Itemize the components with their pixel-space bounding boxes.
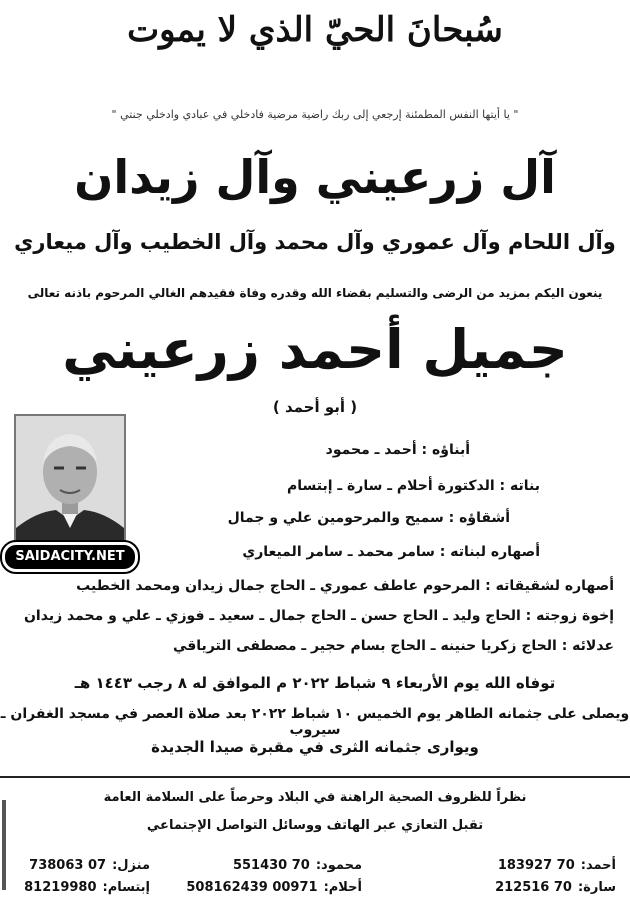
contact-ahlam [186, 880, 362, 895]
quran-verse: " يا أيتها النفس المطمئنة إرجعي إلى ربك راضية مرضية فادخلي في عبادي وادخلي جنتي " [111, 108, 519, 121]
announcement-text: ينعون اليكم بمزيد من الرضى والتسليم بقضاء الله وقدره وفاة فقيدهم الغالي المرحوم باذنه تعالى [27, 286, 603, 300]
burial-place: ويوارى جثمانه الثرى في مقبرة صيدا الجديدة [151, 738, 479, 756]
page-edge-mark [2, 800, 6, 890]
portrait-illustration [16, 416, 124, 546]
families-sub: وآل اللحام وآل عموري وآل محمد وآل الخطيب وآل ميعاري [14, 230, 616, 254]
notice-line-2: تقبل التعازي عبر الهاتف ووسائل التواصل الإجتماعي [146, 818, 484, 833]
families-main: آل زرعيني وآل زيدان [74, 150, 556, 204]
relatives-siblings: أشقاؤه : سميح والمرحومين علي و جمال [227, 510, 510, 526]
watermark-badge: SAIDACITY.NET [2, 542, 138, 572]
deceased-photo [14, 414, 126, 548]
contact-label: أحلام: [323, 880, 362, 895]
deceased-name: جميل أحمد زرعيني [62, 318, 568, 381]
contact-sara [495, 880, 616, 895]
contact-ahmad [498, 858, 616, 873]
death-date: توفاه الله يوم الأربعاء ٩ شباط ٢٠٢٢ م الموافق له ٨ رجب ١٤٤٣ هـ [74, 674, 556, 692]
contact-number: 07 738063 [29, 858, 107, 873]
notice-line-1: نظراً للظروف الصحية الراهنة في البلاد وحرصاً على السلامة العامة [103, 790, 527, 805]
relatives-sisters-husbands: أصهاره لشقيقاته : المرحوم عاطف عموري ـ الحاج جمال زيدان ومحمد الخطيب [76, 578, 614, 594]
relatives-sons: أبناؤه : أحمد ـ محمود [325, 442, 470, 458]
contact-mahmoud [233, 858, 362, 873]
contact-number: 70 183927 [497, 858, 575, 873]
contact-number: 70 551430 [232, 858, 310, 873]
relatives-sons-in-law: أصهاره لبناته : سامر محمد ـ سامر الميعاري [242, 544, 540, 560]
contact-label: إبتسام: [102, 880, 150, 895]
contact-number: 70 212516 [495, 880, 572, 895]
contact-label: أحمد: [580, 858, 616, 873]
relatives-wife-brothers: إخوة زوجته : الحاج وليد ـ الحاج حسن ـ الحاج جمال ـ سعيد ـ فوزي ـ علي و محمد زيدان [23, 608, 614, 624]
contact-number: 81219980 [24, 880, 97, 895]
contact-label: سارة: [577, 880, 616, 895]
section-divider [0, 776, 630, 778]
calligraphy-header: سُبحانَ الحيّ الذي لا يموت [127, 10, 503, 50]
deceased-kunya: ( أبو أحمد ) [272, 398, 358, 416]
funeral-prayer: ويصلى على جثمانه الطاهر يوم الخميس ١٠ شباط ٢٠٢٢ بعد صلاة العصر في مسجد الغفران ـ سيروب [0, 706, 630, 738]
contact-label: منزل: [112, 858, 150, 873]
contact-ibtisam [24, 880, 150, 895]
contact-number: 00971 508162439 [186, 880, 318, 895]
relatives-daughters: بناته : الدكتورة أحلام ـ سارة ـ إبتسام [286, 478, 540, 494]
relatives-in-laws: عدلائه : الحاج زكريا حنينه ـ الحاج بسام حجير ـ مصطفى الترياقي [172, 638, 614, 654]
contact-label: محمود: [315, 858, 362, 873]
contact-home [29, 858, 150, 873]
